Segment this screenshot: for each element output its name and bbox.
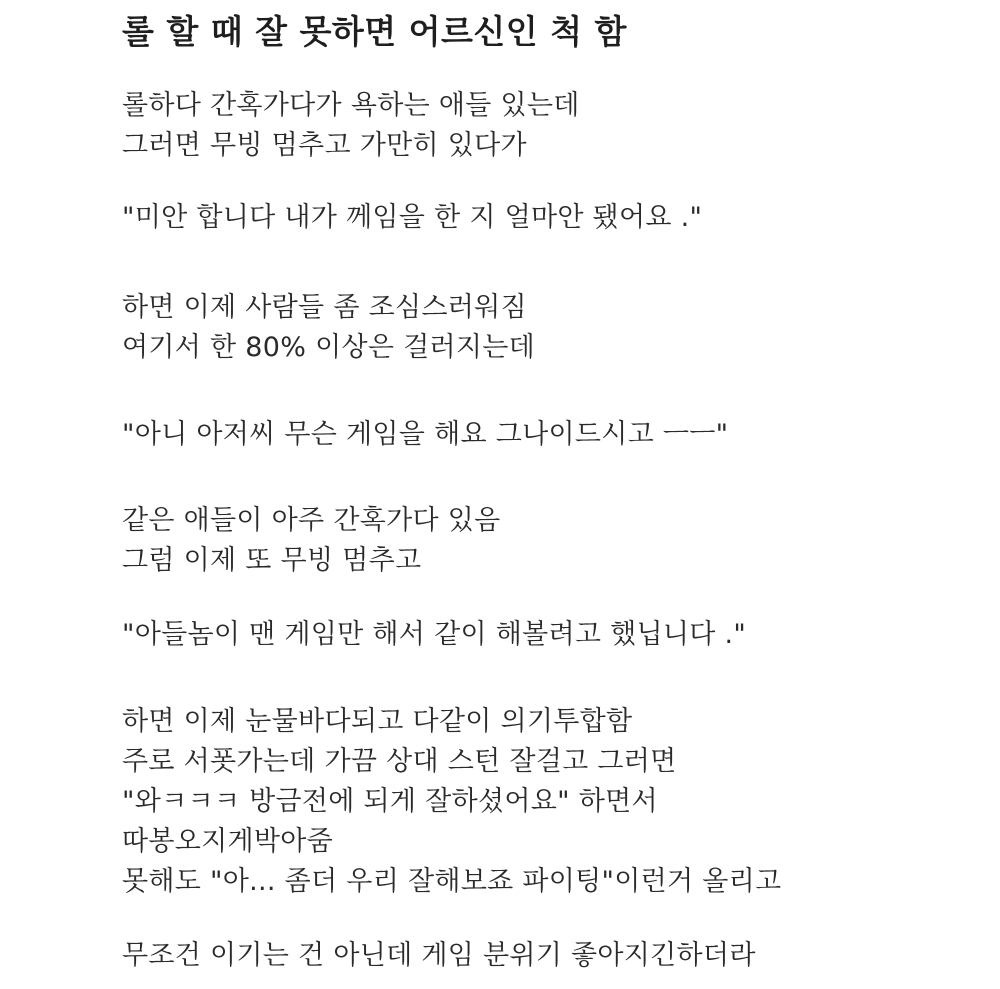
post-line: 따봉오지게박아줌 xyxy=(122,826,334,857)
post-line: 하면 이제 사람들 좀 조심스러워짐 xyxy=(122,292,527,323)
post-line: 무조건 이기는 건 아닌데 게임 분위기 좋아지긴하더라 xyxy=(122,940,756,971)
post-line: 하면 이제 눈물바다되고 다같이 의기투합함 xyxy=(122,706,633,737)
post-line: 같은 애들이 아주 간혹가다 있음 xyxy=(122,505,501,536)
post-title: 롤 할 때 잘 못하면 어르신인 척 함 xyxy=(122,12,627,51)
post-line: "미안 합니다 내가 께임을 한 지 얼마안 됐어요 ." xyxy=(122,202,703,233)
post-line: 롤하다 간혹가다가 욕하는 애들 있는데 xyxy=(122,90,580,121)
post-line: "와ㅋㅋㅋ 방금전에 되게 잘하셨어요" 하면서 xyxy=(122,786,658,817)
post-line: 그러면 무빙 멈추고 가만히 있다가 xyxy=(122,130,527,161)
post-line: 못해도 "아... 좀더 우리 잘해보죠 파이팅"이런거 올리고 xyxy=(122,866,782,897)
post-line: 여기서 한 80% 이상은 걸러지는데 xyxy=(122,332,536,363)
post-line: "아니 아저씨 무슨 게임을 해요 그나이드시고 ㅡㅡ" xyxy=(122,419,729,450)
post-line: 그럼 이제 또 무빙 멈추고 xyxy=(122,545,422,576)
post-line: "아들놈이 맨 게임만 해서 같이 해볼려고 했닙니다 ." xyxy=(122,619,747,650)
post-line: 주로 서폿가는데 가끔 상대 스턴 잘걸고 그러면 xyxy=(122,746,677,777)
